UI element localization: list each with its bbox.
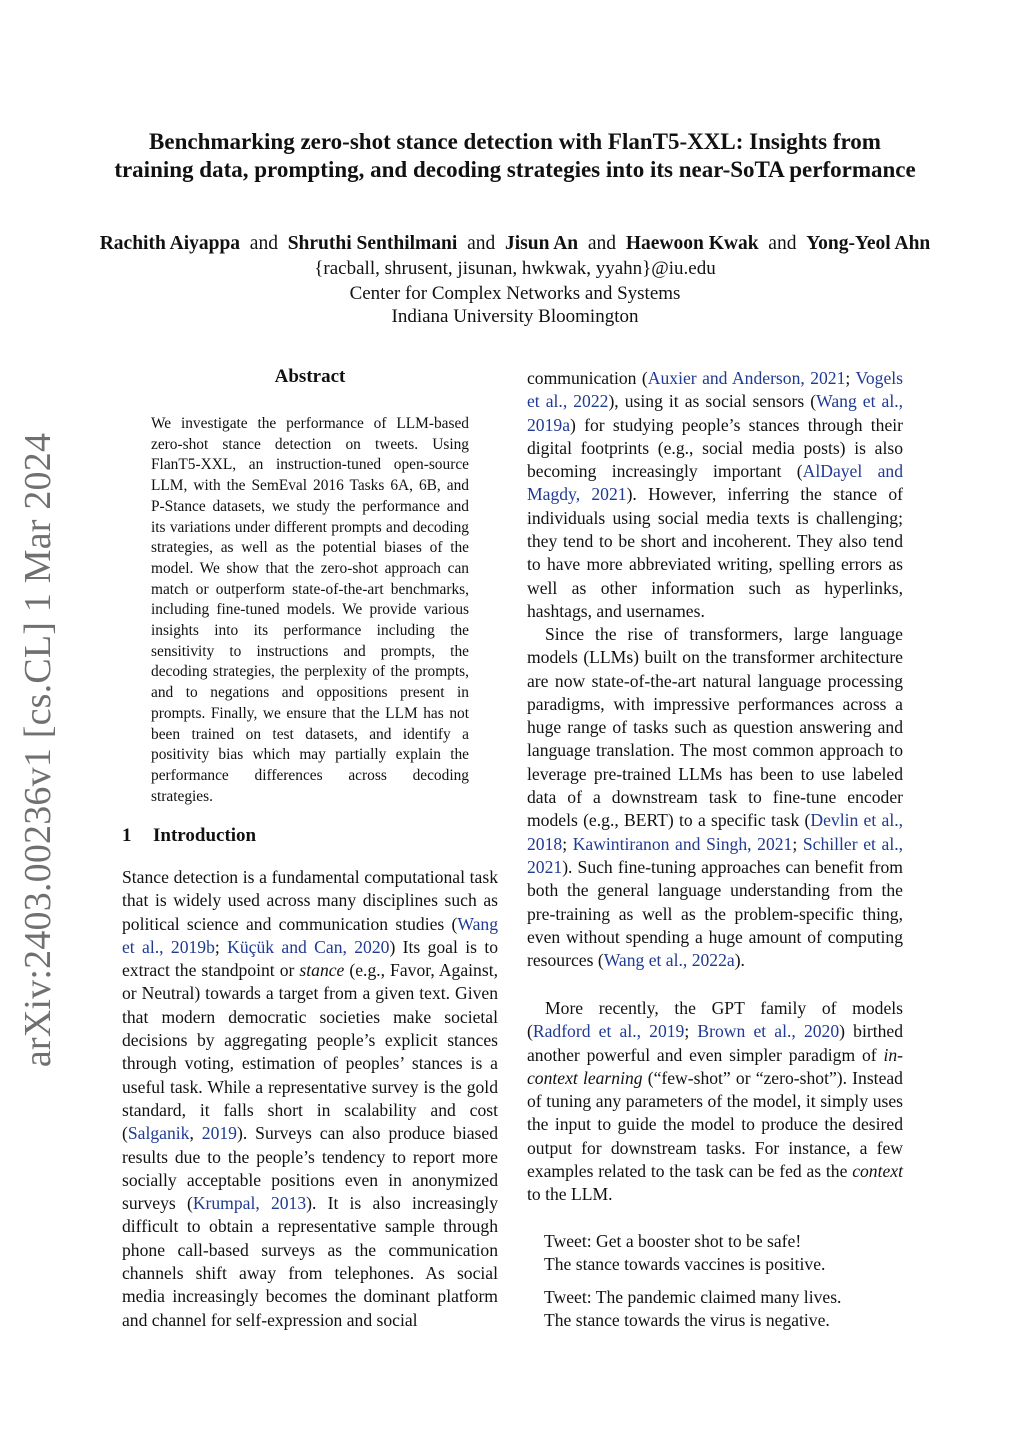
intro-paragraph-1 xyxy=(122,866,498,1332)
paper-title: Benchmarking zero-shot stance detection with FlanT5-XXL: Insights from training data, prompting, and decoding strategies into its near-SoTA performance xyxy=(114,129,916,182)
author-name: Rachith Aiyappa xyxy=(99,233,241,254)
example-tweet: Tweet: The pandemic claimed many lives. xyxy=(544,1287,842,1307)
author-separator: and xyxy=(467,233,496,254)
text-run: (e.g., Favor, Against, or Neutral) towards a target from a given text. Given that modern democratic societies make societal decisions by aggregating people’s explicit stances through voting, estimation of peoples’ stances is a useful task. While a representative survey is the gold standard, it falls short in scalability and cost ( xyxy=(122,960,498,1144)
citation-link[interactable]: Wang et al., 2022a xyxy=(603,950,735,971)
abstract-body: We investigate the performance of LLM-based zero-shot stance detection on tweets. Using FlanT5-XXL, an instruction-tuned open-source LLM, with the SemEval 2016 Tasks 6A, 6B, and P-Stance datasets, we study the performance and its variations under different prompts and decoding strategies, as well as the potential biases of the model. We show that the zero-shot approach can match or outperform state-of-the-art benchmarks, including fine-tuned models. We provide various insights into its performance including the sensitivity to instructions and prompts, the decoding strategies, the perplexity of the prompts, and to negations and oppositions present in prompts. Finally, we ensure that the LLM has not been trained on test datasets, and identify a positivity bias which may partially explain the performance differences across decoding strategies. xyxy=(151,415,469,805)
section-title: Introduction xyxy=(153,825,257,846)
citation-link[interactable]: Auxier and Anderson, 2021 xyxy=(647,368,846,388)
text-run: ). Such fine-tuning approaches can benefit from both the general language understanding from the pre-training as well as the problem-specific thing, even without spending a huge amount of computing resources ( xyxy=(527,856,903,971)
text-run: ; xyxy=(562,833,573,854)
citation-link[interactable]: Devlin et al., 2018 xyxy=(527,810,904,854)
section-heading-introduction xyxy=(122,825,498,847)
text-run: ; xyxy=(792,833,803,854)
citation-link[interactable]: Radford et al., 2019 xyxy=(532,1021,685,1042)
text-run: , xyxy=(189,1123,202,1144)
text-run: ) birthed another powerful and even simpler paradigm of xyxy=(527,1021,904,1065)
citation-link[interactable]: AlDayel and Magdy, 2021 xyxy=(527,461,904,505)
example-stance: The stance towards the virus is negative. xyxy=(544,1310,830,1330)
citation-link[interactable]: Kawintiranon and Singh, 2021 xyxy=(572,833,793,854)
citation-link[interactable]: Wang et al., 2019b xyxy=(122,913,498,957)
section-number: 1 xyxy=(122,825,132,846)
author-name: Yong-Yeol Ahn xyxy=(806,233,931,254)
text-run: ) for studying people’s stances through their digital footprints (e.g., social media posts) is also becoming increasingly important ( xyxy=(527,414,903,482)
author-list xyxy=(60,233,970,255)
citation-link[interactable]: Wang et al., 2019a xyxy=(527,391,904,435)
text-run: ; xyxy=(684,1021,698,1042)
arxiv-stamp-text: arXiv:2403.00236v1 [cs.CL] 1 Mar 2024 xyxy=(17,432,59,1068)
citation-link[interactable]: Krumpal, 2013 xyxy=(192,1193,307,1214)
citation-link[interactable]: Schiller et al., 2021 xyxy=(527,833,903,877)
citation-link[interactable]: Brown et al., 2020 xyxy=(697,1021,840,1042)
text-run: to the LLM. xyxy=(527,1184,613,1205)
author-emails: {racball, shrusent, jisunan, hwkwak, yyahn}@iu.edu xyxy=(314,258,716,279)
text-run: ). xyxy=(734,950,745,971)
author-name: Shruthi Senthilmani xyxy=(287,233,458,254)
text-run: ). It is also increasingly difficult to obtain a representative sample through phone call-based surveys as the communication channels shift away from telephones. As social media increasingly becomes the dominant platform and channel for self-expression and social xyxy=(122,1193,498,1330)
author-name: Jisun An xyxy=(504,233,579,254)
citation-link[interactable]: 2019 xyxy=(201,1123,237,1144)
text-run: Stance detection is a fundamental computational task that is widely used across many disciplines such as political science and communication studies ( xyxy=(122,867,498,934)
emphasis-text: stance xyxy=(299,960,345,981)
text-run: ) Its goal is to extract the standpoint or xyxy=(122,936,499,981)
author-separator: and xyxy=(768,233,797,254)
example-tweet: Tweet: Get a booster shot to be safe! xyxy=(544,1231,802,1251)
arxiv-stamp xyxy=(8,432,68,1068)
text-run: Since the rise of transformers, large language models (LLMs) built on the transformer architecture are now state-of-the-art natural language processing paradigms, with impressive performances across a huge range of tasks such as question answering and language translation. The most common approach to leverage pre-trained LLMs has been to use labeled data of a downstream task to fine-tune encoder models (e.g., BERT) to a specific task ( xyxy=(527,624,903,831)
text-run: ; xyxy=(845,368,856,388)
intro-paragraph-1-continued xyxy=(527,367,903,623)
citation-link[interactable]: Salganik xyxy=(127,1123,190,1144)
intro-paragraph-3 xyxy=(527,997,903,1207)
text-run: More recently, the GPT family of models ( xyxy=(527,998,903,1042)
intro-paragraph-2 xyxy=(527,623,903,972)
citation-link[interactable]: Küçük and Can, 2020 xyxy=(227,936,390,957)
emphasis-text: in-context learning xyxy=(527,1044,903,1088)
text-run: communication ( xyxy=(527,368,648,388)
abstract-heading: Abstract xyxy=(274,366,346,387)
text-run: ; xyxy=(214,936,228,957)
author-name: Haewoon Kwak xyxy=(625,233,759,254)
text-run: ). Surveys can also produce biased results due to the people’s tendency to report more socially acceptable positions even in anonymized surveys ( xyxy=(122,1123,498,1214)
author-separator: and xyxy=(249,233,278,254)
emphasis-text: context xyxy=(852,1161,903,1182)
affiliation-center: Center for Complex Networks and Systems xyxy=(349,283,681,304)
text-run: ), using it as social sensors ( xyxy=(608,391,817,412)
text-run: ). However, inferring the stance of individuals using social media texts is challenging; they tend to be short and incoherent. They also tend to have more abbreviated writing, spelling errors as well as other information such as hyperlinks, hashtags, and usernames. xyxy=(527,484,903,621)
affiliation-university: Indiana University Bloomington xyxy=(391,306,639,327)
text-run: (“few-shot” or “zero-shot”). Instead of tuning any parameters of the model, it simply uses the input to guide the model to produce the desired output for downstream tasks. For instance, a few examples related to the task can be fed as the xyxy=(527,1067,903,1182)
example-stance: The stance towards vaccines is positive. xyxy=(544,1254,826,1274)
author-separator: and xyxy=(587,233,617,254)
citation-link[interactable]: Vogels et al., 2022 xyxy=(527,368,904,412)
